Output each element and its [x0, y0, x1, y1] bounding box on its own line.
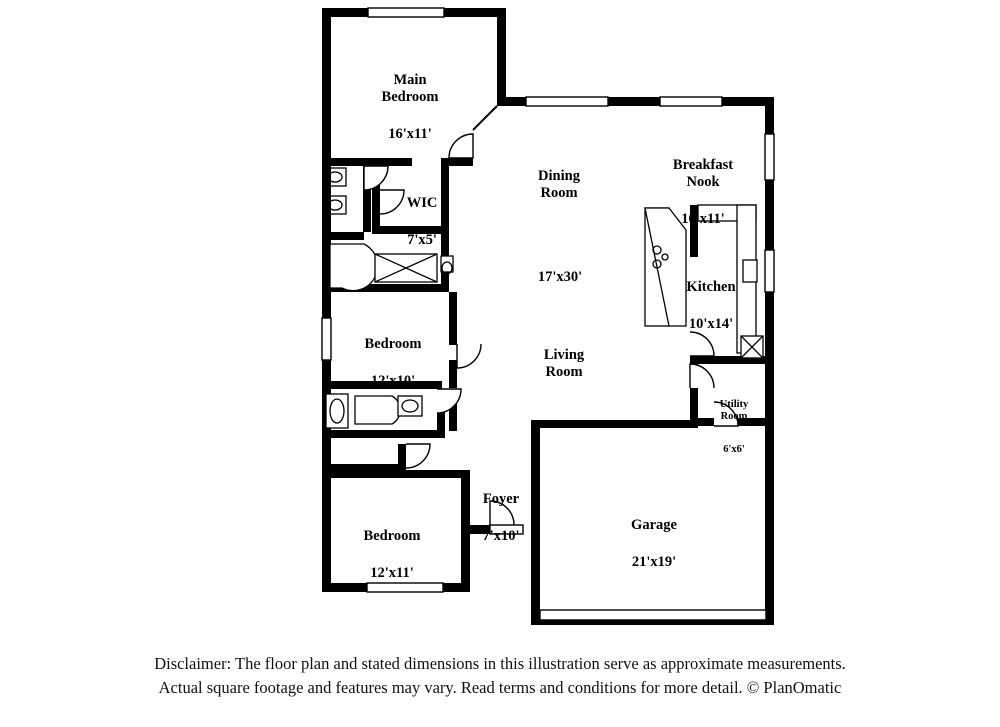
- room-name: Bedroom: [364, 335, 422, 352]
- disclaimer-line-2: Actual square footage and features may vary. Read terms and conditions for more detail. © PlanOmatic: [158, 677, 842, 697]
- room-dimensions: 10'x14': [688, 315, 734, 332]
- room-dimensions: 12'x10': [370, 372, 416, 389]
- room-dimensions: 7'x10': [482, 527, 520, 544]
- room-dimensions: 7'x5': [407, 231, 437, 248]
- room-dimensions: 6'x2': [357, 469, 377, 480]
- room-dimensions: 16'x11': [388, 126, 432, 143]
- room-dimensions: 6'x6': [723, 443, 745, 455]
- room-dimensions: 21'x19': [631, 553, 677, 570]
- room-name: Living Room: [543, 346, 585, 381]
- room-name: Kitchen: [686, 278, 736, 295]
- room-name: Garage: [631, 516, 677, 533]
- room-name: WIC: [406, 194, 438, 211]
- room-name: Main Bedroom: [381, 71, 439, 106]
- room-name: Breakfast Nook: [672, 156, 734, 191]
- room-name: Utility Room: [719, 398, 749, 423]
- room-name: Dining Room: [538, 167, 580, 202]
- room-dimensions: 17'x30': [537, 268, 583, 285]
- room-dimensions: 12'x11': [370, 564, 414, 581]
- room-name: Foyer: [482, 490, 520, 507]
- room-dimensions: 10'x11': [681, 211, 725, 228]
- disclaimer-line-1: Disclaimer: The floor plan and stated dimensions in this illustration serve as approximate measurements.: [154, 654, 846, 673]
- room-name: Bedroom: [363, 527, 421, 544]
- disclaimer: [0, 652, 1000, 700]
